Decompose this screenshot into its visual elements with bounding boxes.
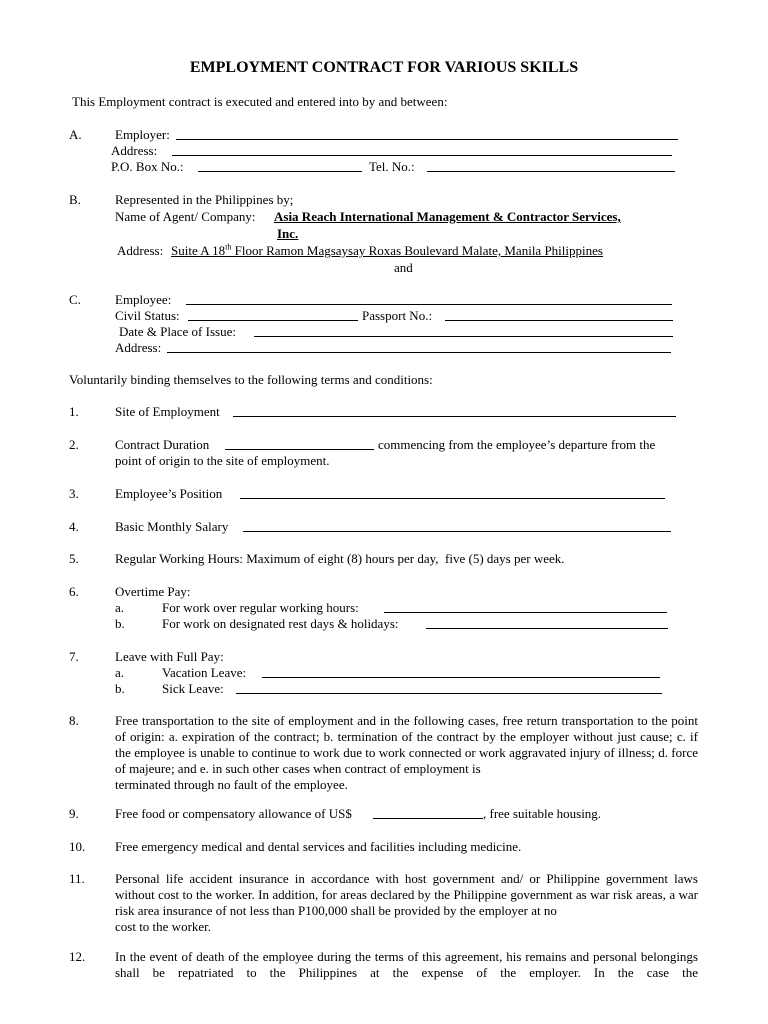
site-of-employment-label: Site of Employment — [115, 404, 220, 419]
overtime-a-letter: a. — [115, 600, 125, 615]
salary-field[interactable] — [243, 519, 671, 532]
overtime-b-letter: b. — [115, 616, 125, 631]
section-a-letter: A. — [69, 127, 82, 142]
section-c-letter: C. — [69, 292, 81, 307]
passport-label: Passport No.: — [362, 308, 433, 323]
document-title: EMPLOYMENT CONTRACT FOR VARIOUS SKILLS — [189, 59, 579, 76]
issue-label: Date & Place of Issue: — [119, 324, 236, 339]
intro-text: This Employment contract is executed and entered into by and between: — [72, 94, 448, 109]
sick-leave-label: Sick Leave: — [162, 681, 224, 696]
overtime-a-field[interactable] — [384, 600, 667, 613]
binding-text: Voluntarily binding themselves to the following terms and conditions: — [69, 372, 433, 387]
insurance-paragraph: Personal life accident insurance in accordance with host government and/ or Philippine government laws without cost to the worker. In addition, for areas declared by the Philippine government as war risk areas, a war risk area insurance of not less than P100,000 shall be provided by the employer at no cost to the worker. — [115, 871, 698, 934]
overtime-a-text: For work over regular working hours: — [162, 600, 359, 615]
position-label: Employee’s Position — [115, 486, 223, 501]
issue-field[interactable] — [254, 324, 673, 337]
site-of-employment-field[interactable] — [233, 404, 676, 417]
working-hours-text: Regular Working Hours: Maximum of eight (8) hours per day, five (5) days per week. — [115, 551, 565, 566]
employer-label: Employer: — [115, 127, 170, 142]
vacation-leave-field[interactable] — [262, 665, 660, 678]
employer-address-field[interactable] — [172, 143, 672, 156]
item-10-number: 10. — [69, 839, 86, 854]
overtime-b-field[interactable] — [426, 616, 668, 629]
employee-field[interactable] — [186, 292, 672, 305]
item-2-number: 2. — [69, 437, 79, 452]
agent-value-cont: Inc. — [277, 226, 299, 241]
item-7-number: 7. — [69, 649, 79, 664]
overtime-b-text: For work on designated rest days & holidays: — [162, 616, 399, 631]
medical-services-text: Free emergency medical and dental services and facilities including medicine. — [115, 839, 522, 854]
agent-address-value: Suite A 18th Floor Ramon Magsaysay Roxas Boulevard Malate, Manila Philippines — [171, 242, 603, 258]
civil-status-field[interactable] — [188, 308, 358, 321]
item-6-number: 6. — [69, 584, 79, 599]
repatriation-paragraph: In the event of death of the employee during the terms of this agreement, his remains and personal belongings shall be repatriated to the Philippines at the expense of the employer. In the case the — [115, 949, 698, 980]
tel-field[interactable] — [427, 159, 675, 172]
position-field[interactable] — [240, 486, 665, 499]
item-1-number: 1. — [69, 404, 79, 419]
item-3-number: 3. — [69, 486, 79, 501]
represented-text: Represented in the Philippines by; — [115, 192, 294, 207]
employer-address-label: Address: — [111, 143, 158, 158]
employee-label: Employee: — [115, 292, 172, 307]
food-allowance-label: Free food or compensatory allowance of US$ — [115, 806, 352, 821]
overtime-label: Overtime Pay: — [115, 584, 191, 599]
section-b-letter: B. — [69, 192, 81, 207]
pobox-label: P.O. Box No.: — [111, 159, 184, 174]
vacation-leave-label: Vacation Leave: — [162, 665, 247, 680]
contract-duration-tail: commencing from the employee’s departure from the — [378, 437, 656, 452]
item-9-number: 9. — [69, 806, 79, 821]
item-4-number: 4. — [69, 519, 79, 534]
agent-value: Asia Reach International Management & Contractor Services, — [274, 209, 621, 224]
item-12-number: 12. — [69, 949, 86, 964]
food-allowance-tail: , free suitable housing. — [483, 806, 602, 821]
pobox-field[interactable] — [198, 159, 362, 172]
contract-duration-label: Contract Duration — [115, 437, 210, 452]
and-text: and — [394, 260, 413, 275]
passport-field[interactable] — [445, 308, 673, 321]
employer-field[interactable] — [176, 127, 678, 140]
leave-a-letter: a. — [115, 665, 125, 680]
food-allowance-field[interactable] — [373, 806, 483, 819]
sick-leave-field[interactable] — [236, 681, 662, 694]
contract-duration-line2: point of origin to the site of employment. — [115, 453, 330, 468]
contract-duration-field[interactable] — [225, 437, 374, 450]
item-8-number: 8. — [69, 713, 79, 728]
item-5-number: 5. — [69, 551, 79, 566]
agent-label: Name of Agent/ Company: — [115, 209, 256, 224]
employee-address-field[interactable] — [167, 340, 671, 353]
civil-status-label: Civil Status: — [115, 308, 180, 323]
leave-label: Leave with Full Pay: — [115, 649, 224, 664]
tel-label: Tel. No.: — [369, 159, 415, 174]
leave-b-letter: b. — [115, 681, 125, 696]
employee-address-label: Address: — [115, 340, 162, 355]
item-11-number: 11. — [69, 871, 85, 886]
transportation-paragraph: Free transportation to the site of employment and in the following cases, free return transportation to the point of origin: a. expiration of the contract; b. termination of the contract by the employer without just cause; c. if the employee is unable to continue to work due to work connected or work aggravated injury of illness; d. force of majeure; and e. in such other cases when contract of employment is terminated through no fault of the employee. — [115, 713, 698, 792]
salary-label: Basic Monthly Salary — [115, 519, 229, 534]
agent-address-label: Address: — [117, 243, 164, 258]
